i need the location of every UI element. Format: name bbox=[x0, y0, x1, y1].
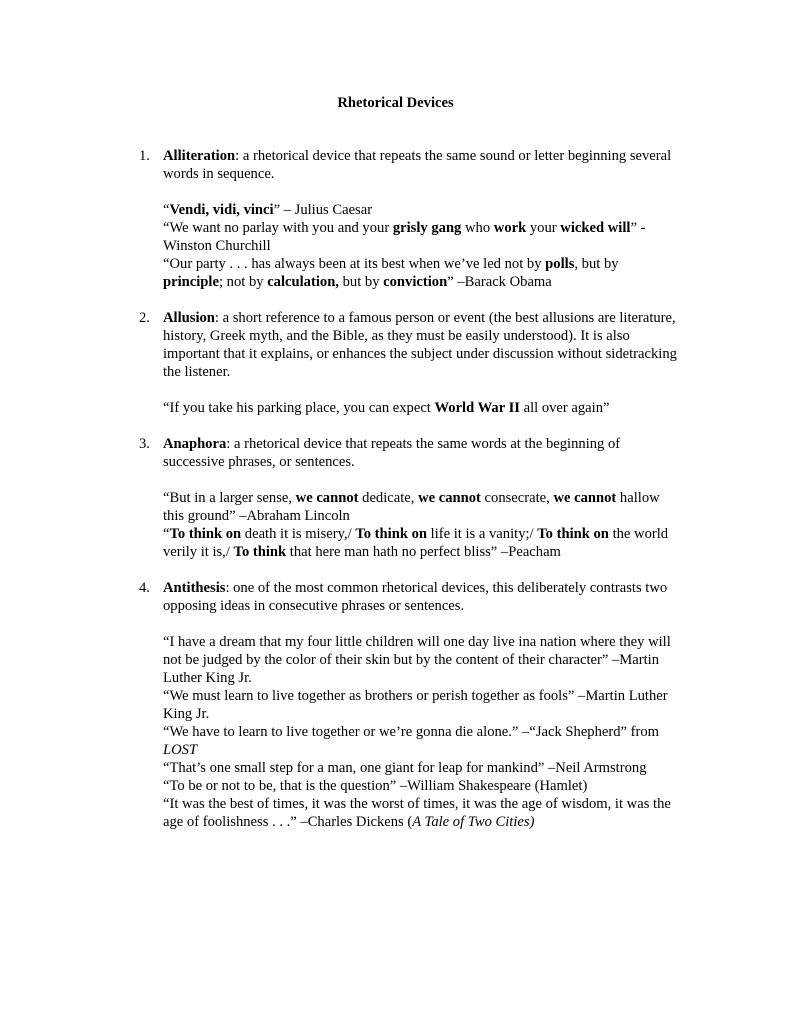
examples-block bbox=[163, 489, 679, 561]
example-quote bbox=[163, 489, 679, 525]
quote-text: “Our party . . . has always been at its best when we’ve led not by bbox=[163, 256, 546, 272]
example-quote bbox=[163, 795, 679, 831]
emphasis-text: conviction bbox=[383, 274, 448, 290]
example-quote bbox=[163, 723, 679, 759]
example-quote bbox=[163, 255, 679, 291]
example-quote bbox=[163, 687, 679, 723]
section-number: 2. bbox=[139, 310, 150, 326]
quote-text: ” -Winston Churchill bbox=[163, 220, 646, 254]
device-term: Alliteration bbox=[163, 148, 236, 164]
definition-paragraph bbox=[163, 579, 679, 615]
emphasis-text: we cannot bbox=[295, 490, 359, 506]
example-quote bbox=[163, 399, 679, 417]
quote-text: “If you take his parking place, you can expect bbox=[163, 400, 435, 416]
quote-text: consecrate, bbox=[480, 490, 554, 506]
quote-text: “It was the best of times, it was the worst of times, it was the age of wisdom, it was the age of foolishness . . .” –Charles Dickens ( bbox=[163, 796, 671, 830]
quote-text: “To be or not to be, that is the question” –William Shakespeare (Hamlet) bbox=[163, 778, 588, 794]
quote-text: who bbox=[461, 220, 494, 236]
quote-text: “We want no parlay with you and your bbox=[163, 220, 393, 236]
quote-text: “I have a dream that my four little children will one day live ina nation where they will not be judged by the color of their skin but by the content of their character” –Martin Luther King Jr. bbox=[163, 634, 671, 686]
device-section bbox=[139, 147, 679, 291]
device-term: Anaphora bbox=[163, 436, 227, 452]
quote-text: “ bbox=[163, 526, 170, 542]
examples-block bbox=[163, 633, 679, 831]
quote-text: “That’s one small step for a man, one giant for leap for mankind” –Neil Armstrong bbox=[163, 760, 647, 776]
device-section bbox=[139, 309, 679, 417]
device-list bbox=[139, 147, 679, 849]
emphasis-text: polls bbox=[545, 256, 575, 272]
example-quote bbox=[163, 633, 679, 687]
emphasis-text: To think on bbox=[537, 526, 609, 542]
document-title: Rhetorical Devices bbox=[337, 95, 454, 111]
quote-text: all over again” bbox=[519, 400, 610, 416]
device-definition bbox=[163, 309, 679, 381]
quote-text: the world verily it is,/ bbox=[163, 526, 669, 560]
quote-text: , but by bbox=[574, 256, 619, 272]
examples-block bbox=[163, 399, 679, 417]
emphasis-text: calculation, bbox=[267, 274, 339, 290]
example-quote bbox=[163, 777, 679, 795]
definition-paragraph bbox=[163, 309, 679, 381]
device-term: Antithesis bbox=[163, 580, 226, 596]
device-section bbox=[139, 435, 679, 561]
quote-text: but by bbox=[338, 274, 384, 290]
device-definition bbox=[163, 147, 679, 183]
italic-title: A Tale of Two Cities) bbox=[412, 814, 535, 830]
definition-text: : a short reference to a famous person or event (the best allusions are literature, history, Greek myth, and the Bible, as they must be easily understood). It is also important that it explains, or enhances the subject under discussion without sidetracking the listener. bbox=[163, 310, 677, 380]
definition-paragraph bbox=[163, 147, 679, 183]
example-quote bbox=[163, 219, 679, 255]
definition-text: : one of the most common rhetorical devices, this deliberately contrasts two opposing ideas in consecutive phrases or sentences. bbox=[163, 580, 668, 614]
emphasis-text: we cannot bbox=[418, 490, 481, 506]
example-quote bbox=[163, 759, 679, 777]
emphasis-text: we cannot bbox=[553, 490, 617, 506]
emphasis-text: To think on bbox=[169, 526, 242, 542]
quote-text: hallow this ground” –Abraham Lincoln bbox=[163, 490, 660, 524]
quote-text: that here man hath no perfect bliss” –Peacham bbox=[286, 544, 561, 560]
emphasis-text: principle bbox=[163, 274, 219, 290]
quote-text: “ bbox=[163, 202, 170, 218]
emphasis-text: grisly gang bbox=[392, 220, 462, 236]
device-definition bbox=[163, 579, 679, 615]
quote-text: ; not by bbox=[218, 274, 268, 290]
section-number: 1. bbox=[139, 148, 150, 164]
emphasis-text: To think on bbox=[355, 526, 427, 542]
definition-text: : a rhetorical device that repeats the same sound or letter beginning several words in sequence. bbox=[163, 148, 672, 182]
section-number: 4. bbox=[139, 580, 150, 596]
device-term: Allusion bbox=[163, 310, 215, 326]
quote-text: “We must learn to live together as brothers or perish together as fools” –Martin Luther King Jr. bbox=[163, 688, 668, 722]
device-definition bbox=[163, 435, 679, 471]
quote-text: “But in a larger sense, bbox=[163, 490, 296, 506]
examples-block bbox=[163, 201, 679, 291]
device-section bbox=[139, 579, 679, 831]
emphasis-text: Vendi, vidi, vinci bbox=[169, 202, 274, 218]
example-quote bbox=[163, 201, 679, 219]
example-quote bbox=[163, 525, 679, 561]
quote-text: ” –Barack Obama bbox=[447, 274, 552, 290]
quote-text: ” – Julius Caesar bbox=[273, 202, 373, 218]
definition-text: : a rhetorical device that repeats the same words at the beginning of successive phrases, or sentences. bbox=[163, 436, 621, 470]
definition-paragraph bbox=[163, 435, 679, 471]
section-number: 3. bbox=[139, 436, 150, 452]
emphasis-text: World War II bbox=[434, 400, 520, 416]
quote-text: life it is a vanity;/ bbox=[427, 526, 538, 542]
italic-title: LOST bbox=[163, 742, 198, 758]
emphasis-text: To think bbox=[233, 544, 287, 560]
quote-text: your bbox=[526, 220, 561, 236]
emphasis-text: work bbox=[493, 220, 527, 236]
quote-text: death it is misery,/ bbox=[241, 526, 356, 542]
quote-text: dedicate, bbox=[358, 490, 419, 506]
quote-text: “We have to learn to live together or we’re gonna die alone.” –“Jack Shepherd” from bbox=[163, 724, 660, 740]
emphasis-text: wicked will bbox=[560, 220, 631, 236]
